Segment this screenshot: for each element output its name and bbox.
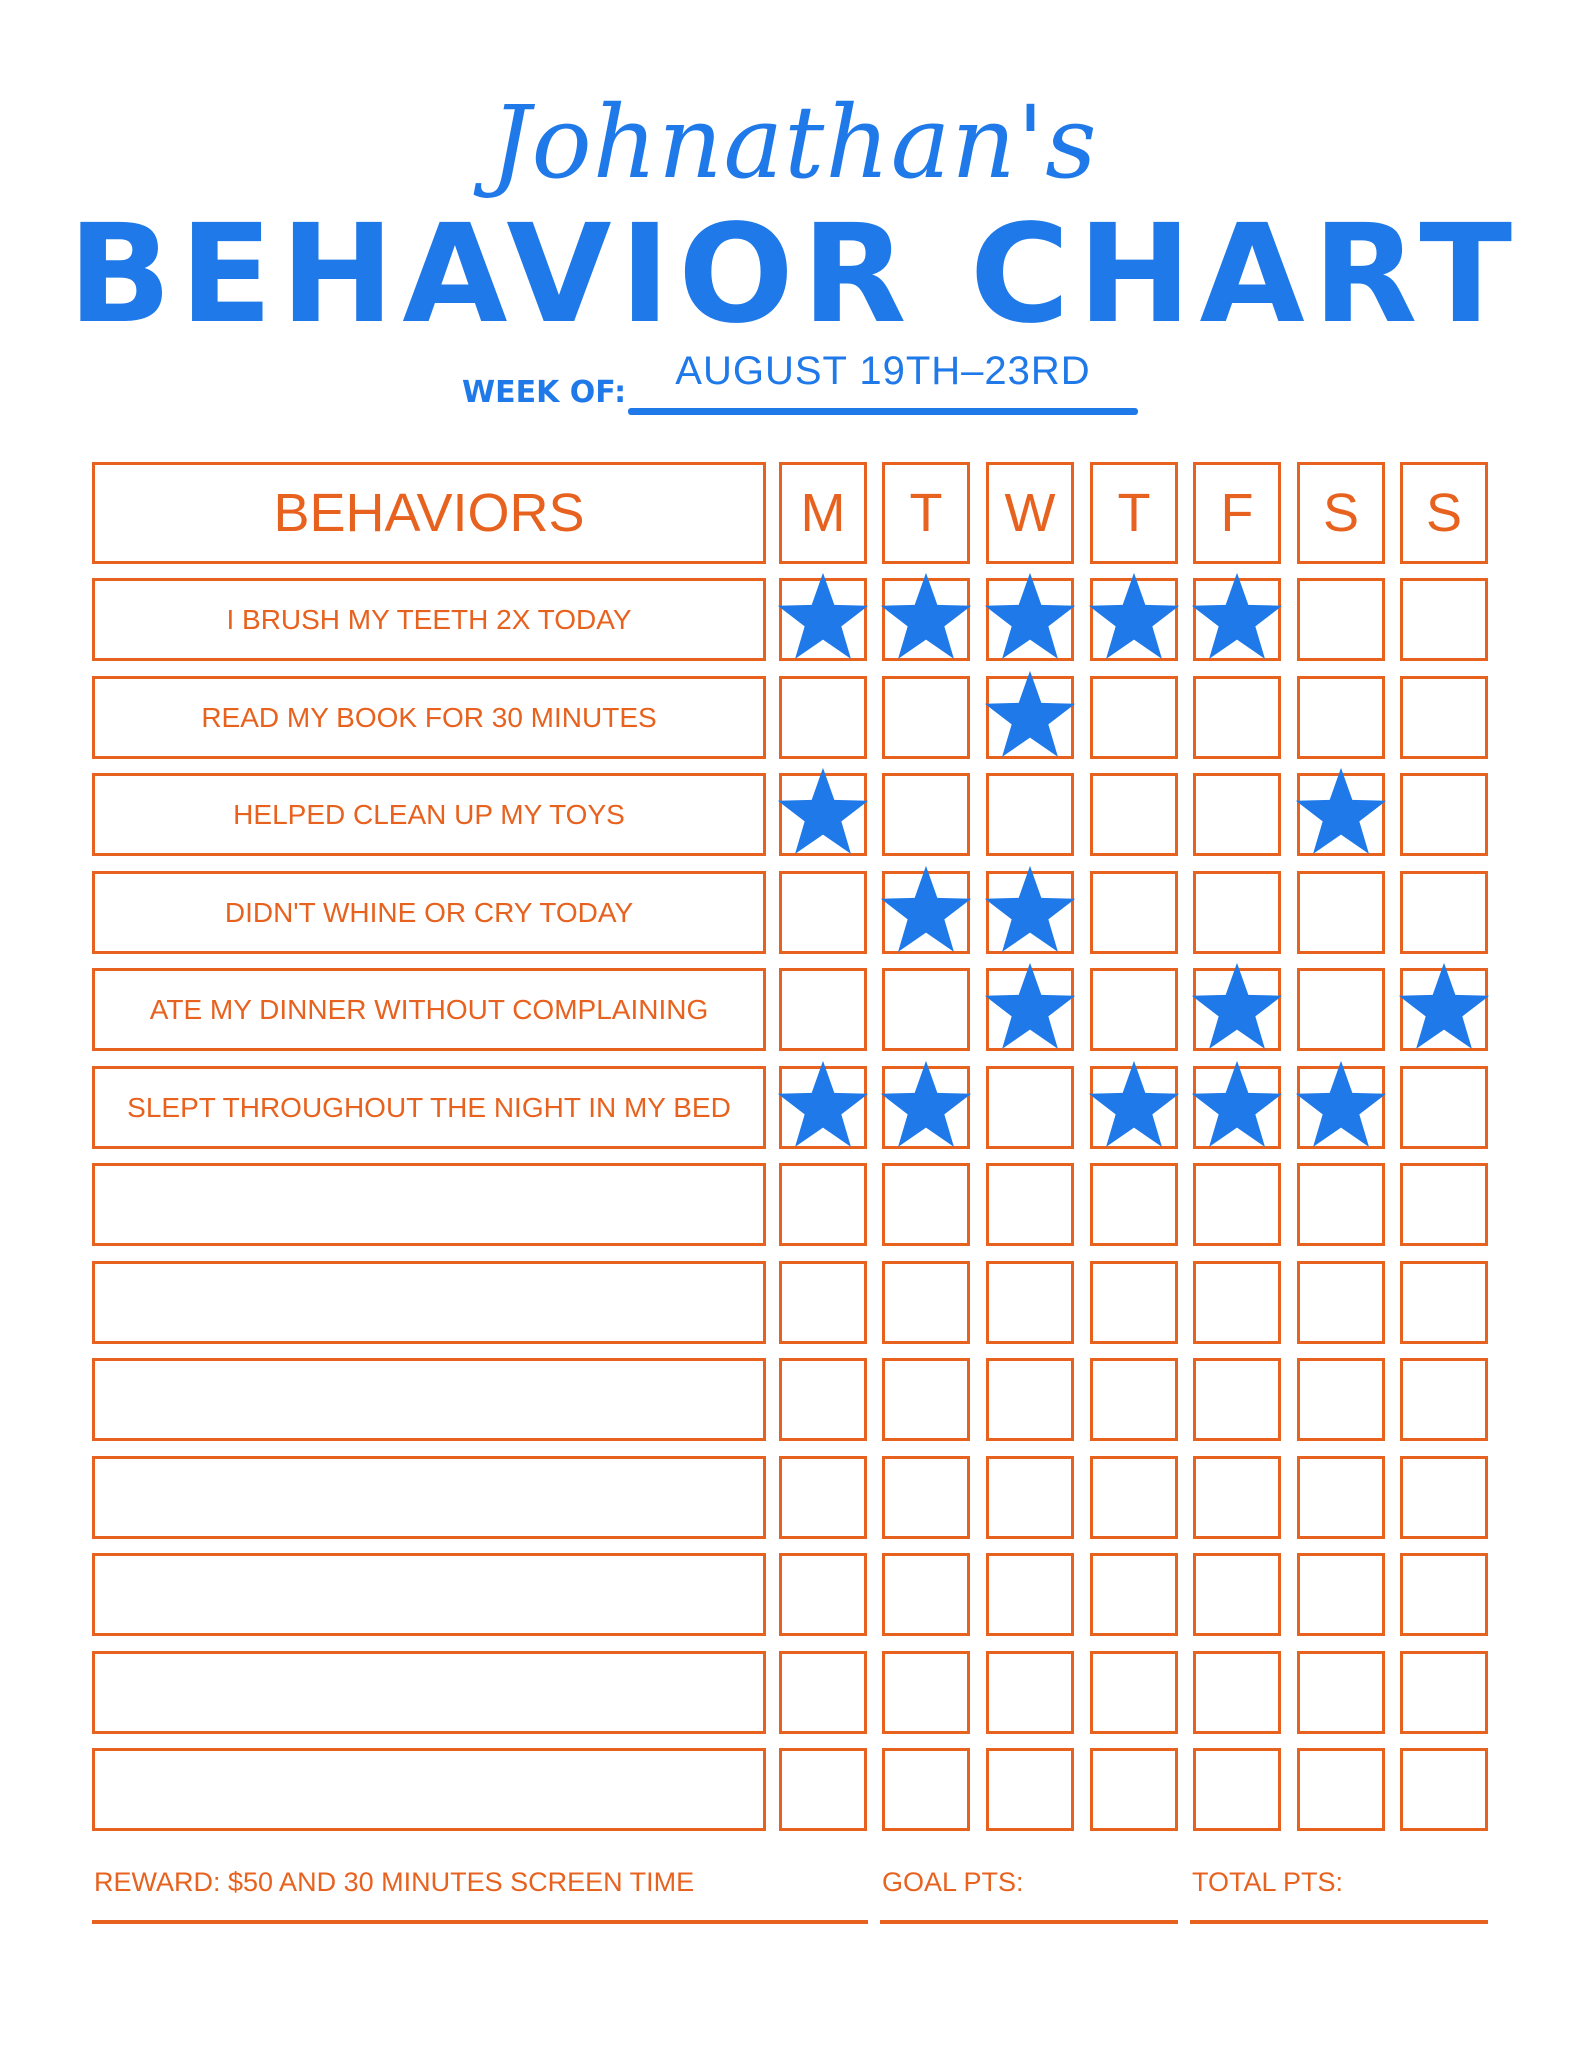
behavior-label (92, 1261, 766, 1344)
star-icon (1293, 1058, 1389, 1154)
behavior-label (92, 1651, 766, 1734)
star-icon (1293, 765, 1389, 861)
day-checkbox[interactable] (1400, 1651, 1488, 1734)
total-pts-line (1190, 1920, 1488, 1924)
day-checkbox[interactable] (1400, 1553, 1488, 1636)
behavior-label: READ MY BOOK FOR 30 MINUTES (201, 701, 657, 733)
day-checkbox[interactable] (1090, 1163, 1178, 1246)
star-shape (1192, 1060, 1282, 1146)
goal-pts-line (880, 1920, 1178, 1924)
star-icon (1086, 1058, 1182, 1154)
star-shape (1296, 1060, 1386, 1146)
day-checkbox[interactable] (1193, 773, 1281, 856)
chart-owner-name: Johnathan's (490, 84, 1098, 201)
behaviors-header-label: BEHAVIORS (273, 483, 585, 543)
behavior-label (92, 1748, 766, 1831)
day-header-label: S (1322, 483, 1360, 543)
star-shape (985, 572, 1075, 658)
day-checkbox[interactable] (779, 1358, 867, 1441)
day-checkbox[interactable] (882, 1456, 970, 1539)
star-icon (775, 1058, 871, 1154)
day-checkbox[interactable] (1193, 871, 1281, 954)
day-checkbox[interactable] (1193, 1358, 1281, 1441)
day-checkbox[interactable] (1297, 1261, 1385, 1344)
day-checkbox[interactable] (986, 1261, 1074, 1344)
day-checkbox[interactable] (1090, 871, 1178, 954)
day-checkbox[interactable] (779, 1261, 867, 1344)
star-icon (878, 570, 974, 666)
star-icon (982, 960, 1078, 1056)
day-header-label: F (1220, 483, 1254, 543)
star-icon (982, 570, 1078, 666)
day-checkbox[interactable] (1090, 773, 1178, 856)
day-checkbox[interactable] (1400, 1748, 1488, 1831)
behavior-label (92, 1163, 766, 1246)
star-shape (1192, 962, 1282, 1048)
reward-line (92, 1920, 868, 1924)
day-checkbox[interactable] (1400, 773, 1488, 856)
week-of-value: AUGUST 19TH–23RD (675, 349, 1091, 393)
day-checkbox[interactable] (1090, 1553, 1178, 1636)
day-checkbox[interactable] (1297, 871, 1385, 954)
star-shape (1089, 572, 1179, 658)
star-icon (1189, 960, 1285, 1056)
star-icon (982, 863, 1078, 959)
day-checkbox[interactable] (1193, 1261, 1281, 1344)
day-checkbox[interactable] (882, 1651, 970, 1734)
behavior-label: DIDN'T WHINE OR CRY TODAY (224, 896, 634, 928)
day-checkbox[interactable] (986, 1163, 1074, 1246)
day-checkbox[interactable] (1090, 676, 1178, 759)
star-icon (775, 765, 871, 861)
day-checkbox[interactable] (882, 1748, 970, 1831)
star-icon (878, 863, 974, 959)
day-checkbox[interactable] (1090, 1261, 1178, 1344)
star-shape (1089, 1060, 1179, 1146)
day-checkbox[interactable] (1297, 1456, 1385, 1539)
behavior-label: SLEPT THROUGHOUT THE NIGHT IN MY BED (127, 1091, 731, 1123)
day-checkbox[interactable] (1400, 1163, 1488, 1246)
day-checkbox[interactable] (986, 1066, 1074, 1149)
day-checkbox[interactable] (986, 1553, 1074, 1636)
day-checkbox[interactable] (986, 1748, 1074, 1831)
behavior-label: I BRUSH MY TEETH 2X TODAY (226, 603, 632, 635)
day-header-label: W (1004, 483, 1056, 543)
day-checkbox[interactable] (986, 773, 1074, 856)
star-icon (775, 570, 871, 666)
day-checkbox[interactable] (1297, 1748, 1385, 1831)
day-checkbox[interactable] (1193, 1651, 1281, 1734)
star-shape (881, 572, 971, 658)
day-checkbox[interactable] (1090, 1456, 1178, 1539)
day-checkbox[interactable] (1297, 578, 1385, 661)
day-checkbox[interactable] (1400, 1456, 1488, 1539)
day-checkbox[interactable] (1400, 1358, 1488, 1441)
star-shape (778, 1060, 868, 1146)
day-checkbox[interactable] (779, 676, 867, 759)
day-checkbox[interactable] (1193, 1163, 1281, 1246)
star-shape (778, 572, 868, 658)
day-checkbox[interactable] (779, 1456, 867, 1539)
day-checkbox[interactable] (1400, 676, 1488, 759)
day-header-label: T (1117, 483, 1151, 543)
day-checkbox[interactable] (882, 968, 970, 1051)
star-shape (985, 962, 1075, 1048)
day-checkbox[interactable] (1400, 871, 1488, 954)
day-header-label: S (1425, 483, 1463, 543)
star-shape (985, 865, 1075, 951)
star-icon (1086, 570, 1182, 666)
day-checkbox[interactable] (882, 676, 970, 759)
day-checkbox[interactable] (1297, 968, 1385, 1051)
day-checkbox[interactable] (1193, 1553, 1281, 1636)
day-checkbox[interactable] (882, 1163, 970, 1246)
day-checkbox[interactable] (1297, 1358, 1385, 1441)
page-title: BEHAVIOR CHART (67, 196, 1521, 354)
star-shape (1296, 767, 1386, 853)
day-checkbox[interactable] (1297, 1553, 1385, 1636)
day-header-label: T (909, 483, 943, 543)
day-checkbox[interactable] (1090, 1358, 1178, 1441)
behavior-label (92, 1553, 766, 1636)
day-checkbox[interactable] (779, 1553, 867, 1636)
day-checkbox[interactable] (1297, 676, 1385, 759)
week-of-underline (628, 408, 1138, 415)
day-checkbox[interactable] (882, 773, 970, 856)
star-icon (878, 1058, 974, 1154)
goal-pts-label: GOAL PTS: (882, 1867, 1024, 1897)
star-shape (778, 767, 868, 853)
star-shape (985, 670, 1075, 756)
behavior-label (92, 1358, 766, 1441)
star-shape (1399, 962, 1489, 1048)
total-pts-label: TOTAL PTS: (1192, 1867, 1344, 1897)
day-checkbox[interactable] (779, 1163, 867, 1246)
star-icon (1189, 1058, 1285, 1154)
behavior-label: ATE MY DINNER WITHOUT COMPLAINING (149, 993, 709, 1025)
star-shape (1192, 572, 1282, 658)
day-checkbox[interactable] (779, 1651, 867, 1734)
day-checkbox[interactable] (986, 1456, 1074, 1539)
day-checkbox[interactable] (882, 1261, 970, 1344)
day-checkbox[interactable] (1090, 1651, 1178, 1734)
star-shape (881, 1060, 971, 1146)
day-checkbox[interactable] (1193, 1456, 1281, 1539)
day-checkbox[interactable] (779, 1748, 867, 1831)
week-of-label: WEEK OF: (462, 375, 627, 410)
behavior-label (92, 1456, 766, 1539)
day-header-label: M (800, 483, 846, 543)
day-checkbox[interactable] (1297, 1651, 1385, 1734)
day-checkbox[interactable] (779, 871, 867, 954)
star-shape (881, 865, 971, 951)
star-icon (1189, 570, 1285, 666)
day-checkbox[interactable] (1090, 968, 1178, 1051)
day-checkbox[interactable] (1400, 578, 1488, 661)
day-checkbox[interactable] (1193, 1748, 1281, 1831)
behavior-label: HELPED CLEAN UP MY TOYS (233, 798, 625, 830)
day-checkbox[interactable] (882, 1553, 970, 1636)
day-checkbox[interactable] (986, 1651, 1074, 1734)
day-checkbox[interactable] (1193, 676, 1281, 759)
star-icon (982, 668, 1078, 764)
star-icon (1396, 960, 1492, 1056)
day-checkbox[interactable] (779, 968, 867, 1051)
day-checkbox[interactable] (1400, 1261, 1488, 1344)
day-checkbox[interactable] (986, 1358, 1074, 1441)
reward-text: REWARD: $50 AND 30 MINUTES SCREEN TIME (94, 1867, 695, 1897)
day-checkbox[interactable] (1297, 1163, 1385, 1246)
day-checkbox[interactable] (1090, 1748, 1178, 1831)
day-checkbox[interactable] (882, 1358, 970, 1441)
day-checkbox[interactable] (1400, 1066, 1488, 1149)
